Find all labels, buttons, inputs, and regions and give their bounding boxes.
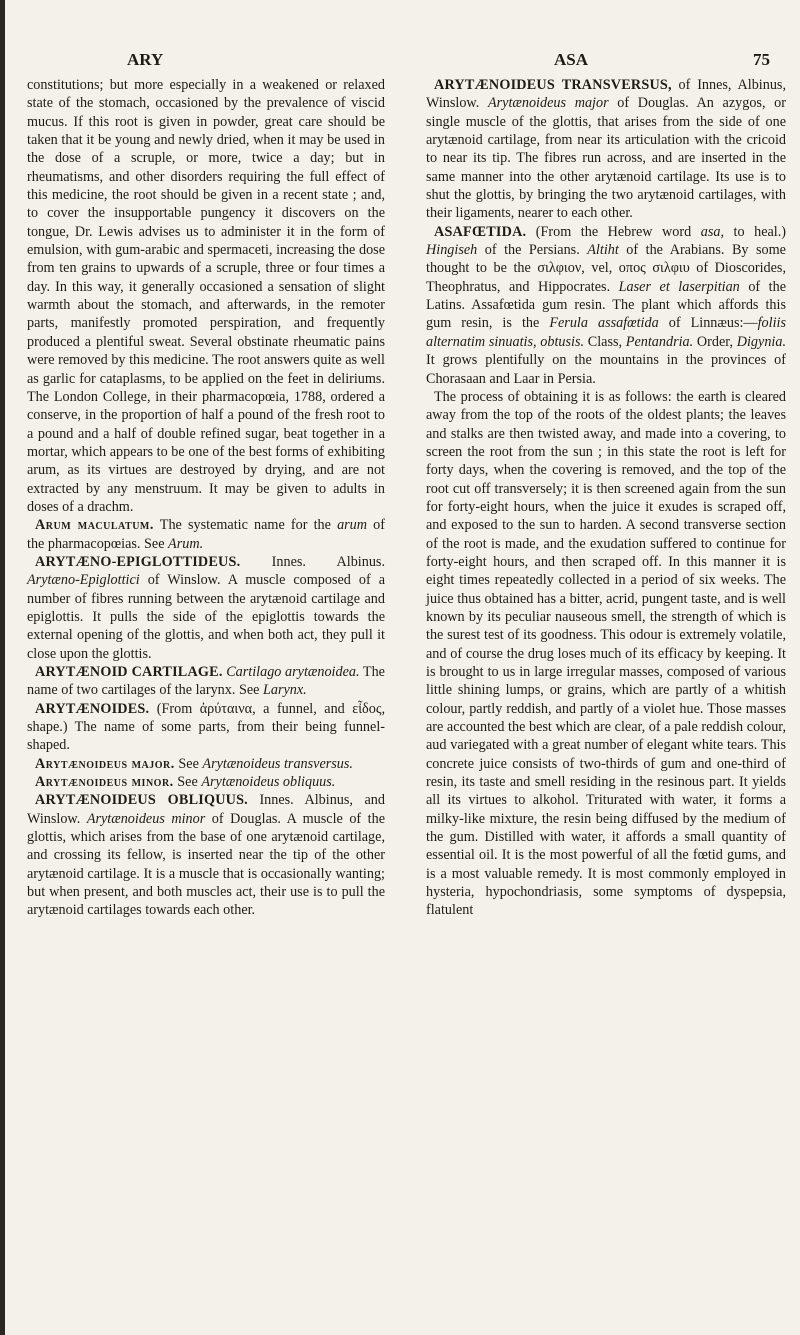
entry-text: of Linnæus:— (658, 315, 758, 332)
running-header (0, 50, 800, 72)
header-left-guide-word: ARY (127, 50, 164, 69)
italic-text: foliis alternatim sinuatis, obtusis. (426, 315, 786, 350)
italic-text: Arytænoideus transversus. (202, 755, 353, 772)
page-number: 75 (753, 50, 770, 69)
dictionary-entry (27, 663, 385, 700)
entry-text: The systematic name for the (153, 517, 338, 534)
entry-text: It grows plentifully on the mountains in the provinces of Chorasaan and Laar in Persia. (426, 352, 786, 387)
entry-headword: ARYTÆNOIDES. (35, 700, 150, 717)
entry-text: Order, (693, 333, 737, 350)
entry-text: of Douglas. A muscle of the glottis, which arises from the base of one arytænoid cartilage, and crossing its fellow, is inserted near the tip of the other arytænoid cartilage. It is a muscle that is occasionally wanting; but when present, and both muscles act, their use is to pull the arytænoid cartilages towards each other. (27, 810, 386, 919)
entry-text: constitutions; but more especially in a weakened or relaxed state of the stomach, occasioned by the prevalence of viscid mucus. If this root is given in powder, great care should be taken that it be young and newly dried, when it may be used in the dose of a scruple, or more, twice a day; but in rheumatisms, and other disorders requiring the full effect of this medicine, the root should be given in a recent state ; and, to cover the insupportable pungency it discovers on the tongue, Dr. Lewis advises us to administer it in the form of emulsion, with gum-arabic and spermaceti, increasing the dose from ten grains to upwards of a scruple, three or four times a day. In this way, it generally occasioned a sensation of slight warmth about the stomach, and afterwards, in the remoter parts, manifestly promoted perspiration, and frequently produced a plentiful sweat. Several obstinate rheumatic pains were removed by this medicine. The root answers quite as well as garlic for cataplasms, to be applied on the feet in deliriums. The London College, in their pharmacopœia, 1788, ordered a conserve, in the proportion of half a pound of the fresh root to a pound and a half of double refined sugar, beat together in a mortar, which appears to be one of the best forms of exhibiting arum, as its virtues are destroyed by drying, and are not extracted by any menstruum. It may be given to adults in doses of a drachm. (27, 77, 385, 515)
italic-text: Arum. (168, 535, 204, 552)
page-binding-edge (0, 0, 5, 1335)
dictionary-entry (27, 791, 385, 919)
entry-headword: ARYTÆNOIDEUS TRANSVERSUS, (434, 77, 672, 93)
entry-text: of Douglas. An azygos, or single muscle of the glottis, that arises from the side of one arytænoid cartilage, from near its articulation with the cricoid to near its tip. The fibres run across, and are inserted in the same manner into the other arytænoid cartilage. Its use is to shut the glottis, by bringing the two arytænoid cartilages, with their ligaments, nearer to each other. (426, 95, 786, 222)
italic-text: asa, (700, 223, 725, 240)
entry-text: See (173, 774, 202, 791)
entry-text: of Winslow. A muscle composed of a number of fibres running between the arytænoid cartilage and epiglottis. It pulls the side of the epiglottis towards the external opening of the glottis, and when both act, they pull it close upon the glottis. (27, 572, 385, 662)
italic-text: Arytæno-Epiglottici (27, 572, 140, 589)
entry-headword: Arum maculatum. (35, 517, 154, 534)
entry-headword: Arytænoideus minor. (35, 774, 174, 791)
entry-text: See (174, 755, 203, 772)
entry-text: (From the Hebrew word (526, 223, 701, 240)
right-text-column (426, 76, 786, 920)
entry-headword: Arytænoideus major. (35, 755, 175, 772)
italic-text: Pentandria. (625, 333, 694, 350)
entry-text: The process of obtaining it is as follows: the earth is cleared away from the top of the roots of the oldest plants; the leaves and stalks are then twisted away, and made into a covering, to screen the root from the sun ; in this state the root is left for forty days, when the covering is removed, and the top of the root cut off transversely; it is then screened again from the sun for forty-eight hours, when the juice it exudes is scraped off, and exposed to the sun to harden. A second transverse section of the root is made, and the exudation suffered to continue for forty-eight hours, and then scraped off. In this manner it is eight times repeatedly collected in a period of six weeks. The juice thus obtained has a bitter, acrid, pungent taste, and is well known by its peculiar nauseous smell, the strength of which is the surest test of its goodness. This odour is extremely volatile, and of course the drug loses much of its efficacy by keeping. It is brought to us in large irregular masses, composed of various little shining lumps, or grains, which are partly of a whitish colour, partly reddish, and partly of a violet hue. Those masses are accounted the best which are clear, of a pale reddish colour, aud variegated with a great number of elegant white tears. This concrete juice consists of two-thirds of gum and one-third of resin, its taste and smell residing in the resinous part. It yields all its virtues to alkohol. Triturated with water, it forms a milky-like mixture, the resin being diffused by the medium of the gum. Distilled with water, it affords a small quantity of essential oil. It is the most powerful of all the fœtid gums, and is a most valuable remedy. It is most commonly employed in hysteria, hypochondriasis, some symptoms of dyspepsia, flatulent (426, 388, 786, 919)
entry-text: of the Latins. Assafœtida gum resin. The plant which affords this gum resin, is the (426, 278, 787, 332)
italic-text: Arytænoideus obliquus. (201, 774, 336, 791)
dictionary-entry (27, 76, 385, 516)
italic-text: Laser et laserpitian (618, 278, 740, 295)
italic-text: Arytænoideus major (487, 95, 609, 112)
italic-text: Cartilago arytænoidea. (226, 664, 360, 680)
entry-text: Class, (584, 333, 626, 350)
entry-headword: ASAFŒTIDA. (434, 223, 527, 240)
entry-text: The name of two cartilages of the larynx. See (27, 664, 385, 699)
entry-text: (From ἀρύταινα, a funnel, and εἶδος, shape.) The name of some parts, from their being funnel-shaped. (27, 700, 385, 754)
italic-text: Altiht (587, 242, 619, 259)
entry-text: of Innes, Albinus, Winslow. (426, 77, 786, 112)
entry-text: to heal.) (724, 223, 786, 240)
dictionary-entry (426, 223, 786, 388)
italic-text: Ferula assafœtida (549, 315, 659, 332)
dictionary-entry (27, 773, 385, 791)
italic-text: Larynx. (262, 682, 307, 699)
entry-text: Innes. Albinus. (240, 553, 385, 570)
italic-text: arum (337, 517, 368, 534)
header-right-guide-word: ASA (554, 50, 589, 69)
dictionary-entry (27, 553, 385, 663)
entry-headword: ARYTÆNOID CARTILAGE. (35, 664, 223, 680)
italic-text: Digynia. (736, 333, 786, 350)
italic-text: Hingiseh (426, 242, 478, 259)
dictionary-entry (27, 755, 385, 773)
entry-text: of the Persians. (477, 242, 588, 259)
dictionary-entry (426, 76, 786, 223)
italic-text: Arytænoideus minor (86, 810, 206, 827)
entry-text: Innes. Albinus, and Winslow. (27, 792, 385, 827)
left-text-column (27, 76, 385, 920)
dictionary-entry (27, 516, 385, 553)
dictionary-entry (27, 700, 385, 755)
dictionary-entry (426, 388, 786, 920)
entry-headword: ARYTÆNOIDEUS OBLIQUUS. (35, 792, 248, 809)
entry-text: of the pharmacopœias. See (27, 517, 385, 552)
entry-text: of the Arabians. By some thought to be the σιλφιον, vel, οπος σιλφιυ of Dioscorides, Theophratus, and Hippocrates. (426, 242, 786, 295)
entry-headword: ARYTÆNO-EPIGLOTTIDEUS. (35, 553, 241, 570)
